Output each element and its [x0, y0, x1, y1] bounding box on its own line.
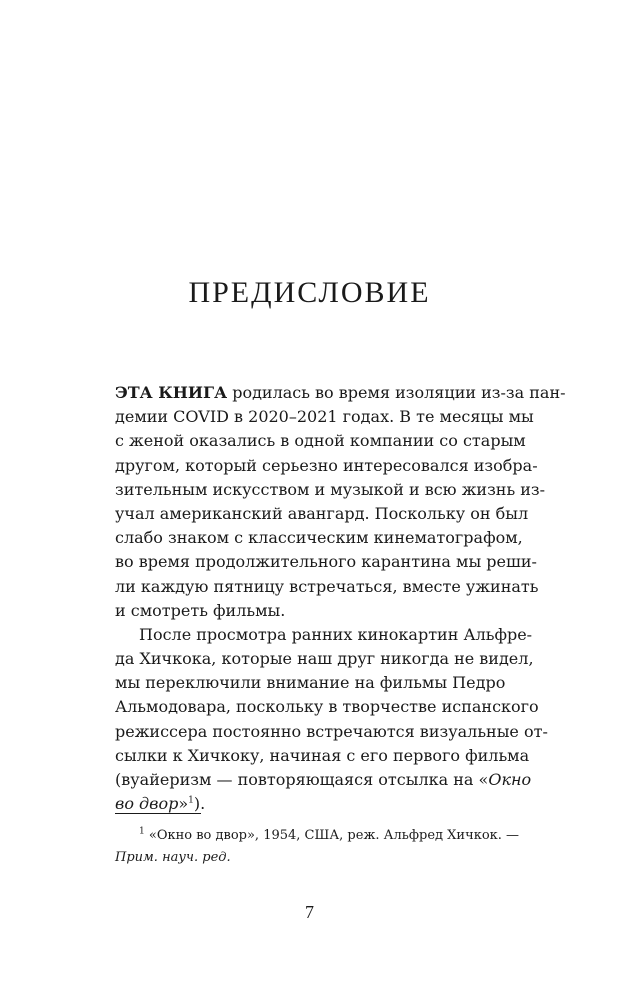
- text-line: во двор»$^1$).: [115, 794, 206, 814]
- paragraph-1: [115, 381, 566, 623]
- text-line: другом, который серьезно интересовался изобра-: [115, 455, 538, 475]
- lead-in: ЭТА КНИГА: [115, 383, 228, 402]
- footnote-reference[interactable]: 1: [188, 795, 194, 806]
- text-line: ЭТА КНИГА родилась во время изоляции из-за пан-: [115, 383, 566, 402]
- paragraph-2: [115, 623, 548, 817]
- editor-note: Прим. науч. ред.: [115, 850, 231, 865]
- text-line: и смотреть фильмы.: [115, 600, 286, 620]
- text-line: да Хичкока, которые наш друг никогда не видел,: [115, 649, 534, 669]
- page-number: 7: [305, 902, 314, 922]
- text-line: После просмотра ранних кинокартин Альфре-: [139, 624, 533, 644]
- footnote-line: [115, 847, 504, 869]
- chapter-heading: ПРЕДИСЛОВИЕ: [188, 276, 431, 309]
- text-line: с женой оказались в одной компании со старым: [115, 431, 526, 451]
- text-line: Альмодовара, поскольку в творчестве испанского: [115, 697, 539, 717]
- text-line: слабо знаком с классическим кинематографом,: [115, 528, 523, 548]
- text-line: зительным искусством и музыкой и всю жизнь из-: [115, 479, 546, 499]
- text-line: во время продолжительного карантина мы реши-: [115, 552, 537, 572]
- film-title-italic: Окно: [488, 770, 532, 789]
- text-line: режиссера постоянно встречаются визуальные от-: [115, 721, 548, 741]
- footnote: [115, 825, 520, 869]
- film-title-italic: во двор: [115, 794, 179, 814]
- text-line: (вуайеризм — повторяющаяся отсылка на «Окно: [115, 770, 532, 789]
- footnote-line: $^1$ «Окно во двор», 1954, США, реж. Альфред Хичкок. —: [139, 826, 520, 843]
- text-line: сылки к Хичкоку, начиная с его первого фильма: [115, 745, 530, 765]
- text-line: мы переключили внимание на фильмы Педро: [115, 673, 506, 693]
- text-line: учал американский авангард. Поскольку он был: [115, 503, 529, 523]
- footnote-mark: 1: [139, 826, 145, 837]
- text-line: демии COVID в 2020–2021 годах. В те месяцы мы: [115, 407, 534, 427]
- body-text: [115, 381, 566, 816]
- footnote-divider: [115, 813, 201, 814]
- text-line: ли каждую пятницу встречаться, вместе ужинать: [115, 576, 539, 596]
